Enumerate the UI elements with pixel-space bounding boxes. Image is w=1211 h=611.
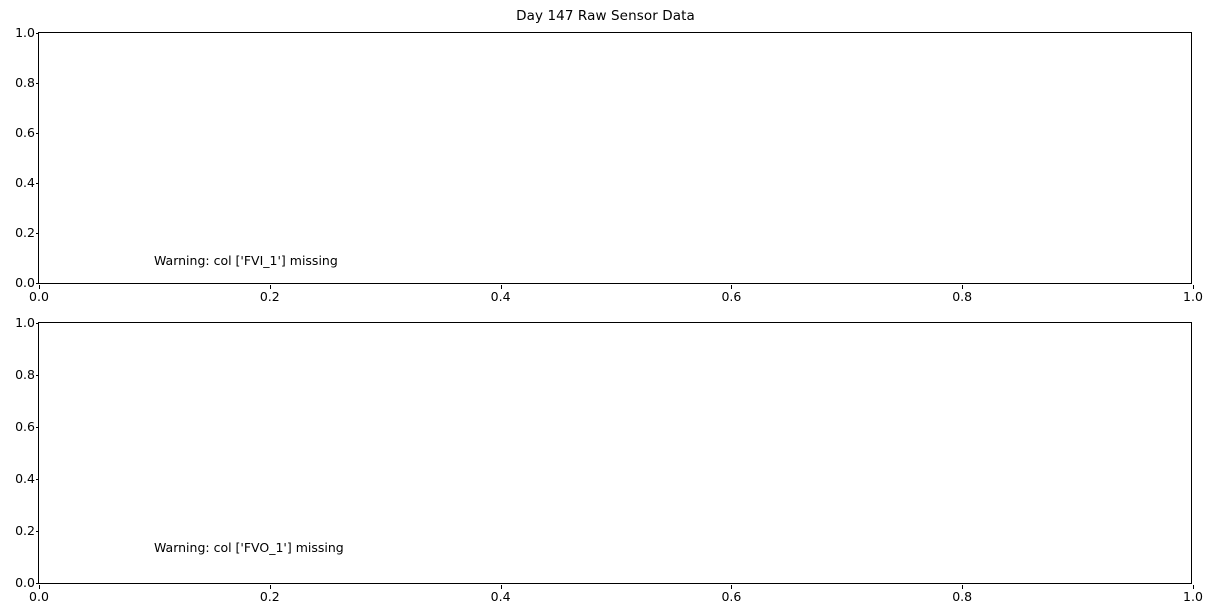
xtick-label: 0.0 bbox=[29, 589, 49, 604]
xtick-mark bbox=[39, 585, 40, 589]
xtick-mark bbox=[270, 585, 271, 589]
ytick-label: 0.4 bbox=[15, 470, 35, 486]
xtick-mark bbox=[731, 585, 732, 589]
ytick-label: 0.6 bbox=[15, 124, 35, 140]
ytick-label: 0.4 bbox=[15, 174, 35, 190]
xtick-label: 0.6 bbox=[721, 589, 742, 604]
ytick-label: 0.0 bbox=[15, 574, 35, 590]
xtick-label: 1.0 bbox=[1183, 289, 1203, 304]
ytick-mark bbox=[36, 531, 40, 532]
xtick-label: 0.2 bbox=[259, 589, 280, 604]
xtick-mark bbox=[1193, 585, 1194, 589]
xtick-mark bbox=[501, 285, 502, 289]
xtick-label: 1.0 bbox=[1183, 589, 1203, 604]
xtick-label: 0.8 bbox=[952, 589, 973, 604]
ytick-mark bbox=[36, 233, 40, 234]
xtick-mark bbox=[39, 285, 40, 289]
xtick-label: 0.2 bbox=[259, 289, 280, 304]
ytick-mark bbox=[36, 33, 40, 34]
figure-title: Day 147 Raw Sensor Data bbox=[516, 8, 695, 24]
ytick-label: 1.0 bbox=[15, 24, 35, 40]
ytick-label: 0.6 bbox=[15, 418, 35, 434]
ytick-mark bbox=[36, 133, 40, 134]
xtick-label: 0.4 bbox=[490, 289, 511, 304]
ytick-mark bbox=[36, 479, 40, 480]
ytick-mark bbox=[36, 427, 40, 428]
ytick-label: 0.8 bbox=[15, 74, 35, 90]
ytick-label: 0.0 bbox=[15, 274, 35, 290]
ytick-label: 0.2 bbox=[15, 224, 35, 240]
subplot-top-warning-annotation: Warning: col ['FVI_1'] missing bbox=[154, 253, 338, 268]
xtick-mark bbox=[1193, 285, 1194, 289]
ytick-mark bbox=[36, 375, 40, 376]
xtick-mark bbox=[501, 585, 502, 589]
ytick-mark bbox=[36, 583, 40, 584]
ytick-label: 0.8 bbox=[15, 366, 35, 382]
ytick-mark bbox=[36, 323, 40, 324]
subplot-bottom-warning-annotation: Warning: col ['FVO_1'] missing bbox=[154, 540, 344, 555]
xtick-label: 0.6 bbox=[721, 289, 742, 304]
ytick-label: 1.0 bbox=[15, 314, 35, 330]
xtick-mark bbox=[962, 285, 963, 289]
xtick-mark bbox=[270, 285, 271, 289]
ytick-label: 0.2 bbox=[15, 522, 35, 538]
xtick-label: 0.8 bbox=[952, 289, 973, 304]
ytick-mark bbox=[36, 183, 40, 184]
xtick-mark bbox=[962, 585, 963, 589]
xtick-mark bbox=[731, 285, 732, 289]
ytick-mark bbox=[36, 83, 40, 84]
xtick-label: 0.4 bbox=[490, 589, 511, 604]
xtick-label: 0.0 bbox=[29, 289, 49, 304]
subplot-top-axes bbox=[15, 24, 1203, 304]
ytick-mark bbox=[36, 283, 40, 284]
